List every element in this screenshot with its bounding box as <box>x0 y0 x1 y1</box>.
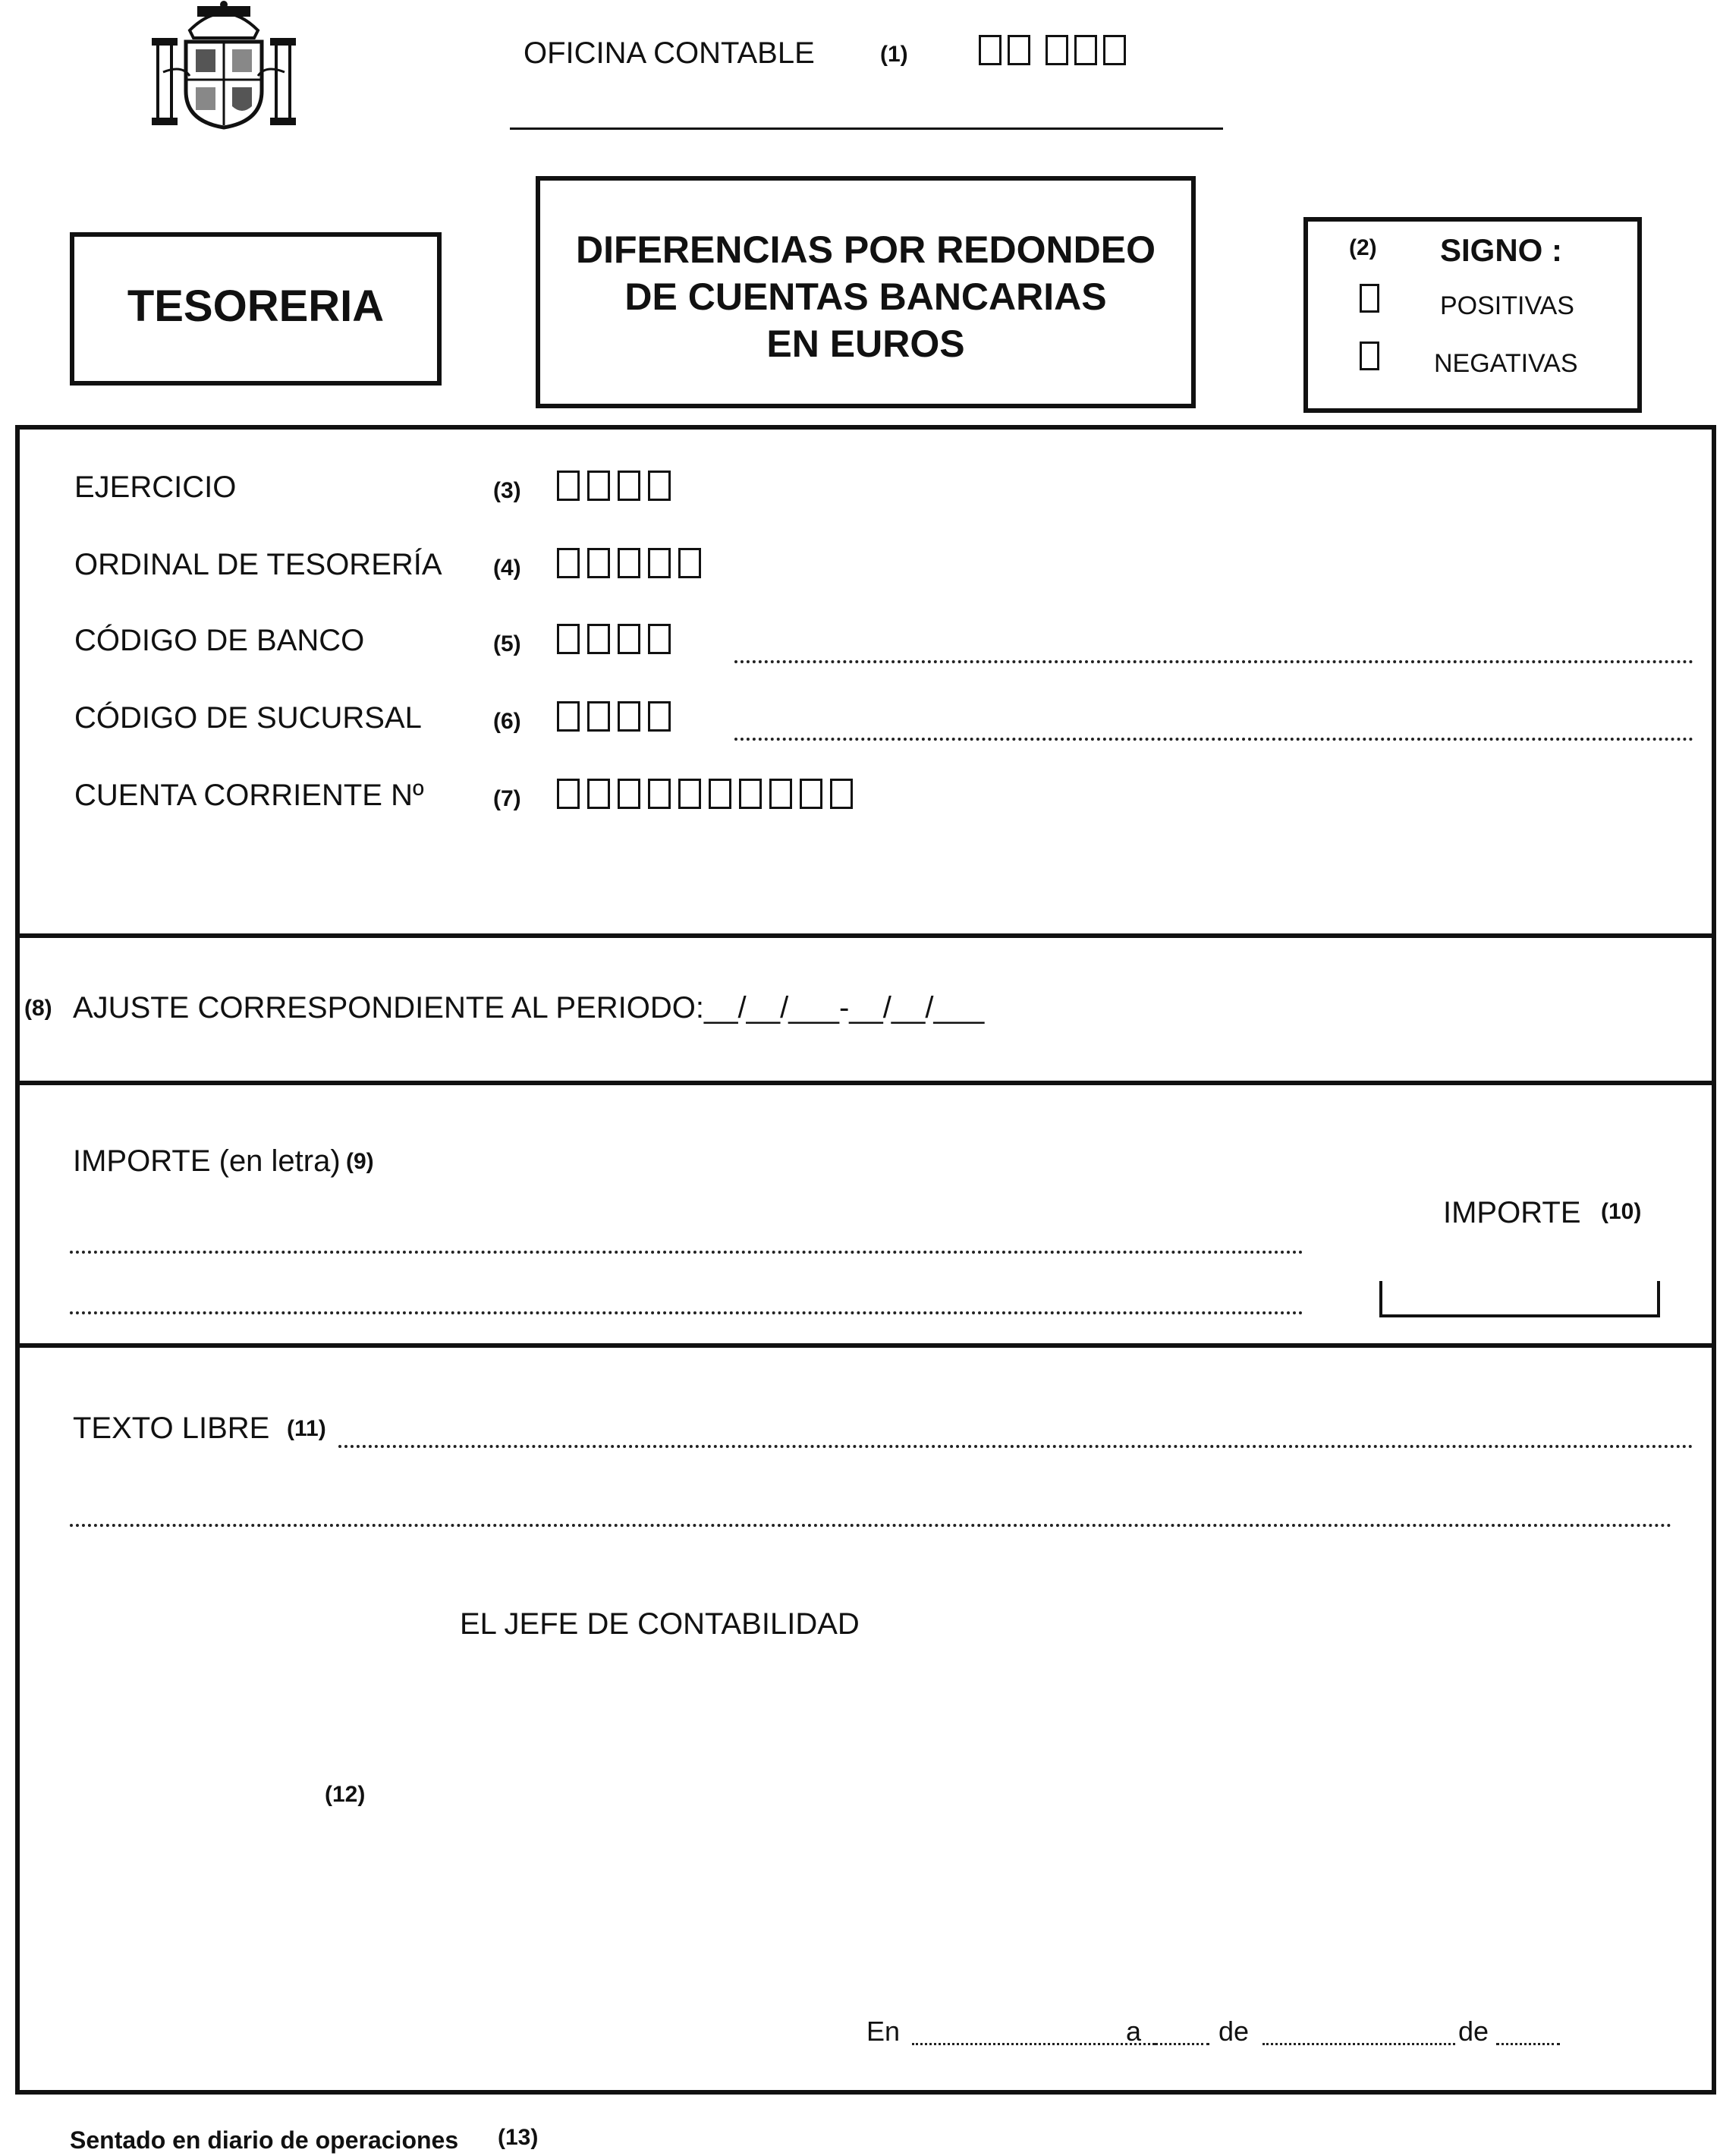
texto-libre-label: TEXTO LIBRE <box>73 1412 270 1445</box>
sucursal-label: CÓDIGO DE SUCURSAL <box>74 701 422 735</box>
code-box[interactable] <box>979 35 1001 65</box>
ajuste-period-field[interactable]: __/__/___-__/__/___ <box>704 991 985 1024</box>
importe-ref: (10) <box>1601 1199 1642 1224</box>
digit-box[interactable] <box>587 548 610 578</box>
section-divider-1 <box>17 933 1713 938</box>
digit-box[interactable] <box>557 624 580 654</box>
coat-of-arms-emblem <box>144 0 303 133</box>
signo-ref: (2) <box>1349 235 1377 260</box>
digit-box[interactable] <box>557 548 580 578</box>
importe-letra-label: IMPORTE (en letra) <box>73 1144 341 1178</box>
sucursal-ref: (6) <box>493 709 521 734</box>
digit-box[interactable] <box>648 548 671 578</box>
negativas-checkbox[interactable] <box>1360 341 1379 370</box>
main-form-frame <box>15 425 1716 2095</box>
sucursal-name-line[interactable] <box>734 738 1693 741</box>
office-underline <box>510 127 1223 130</box>
digit-box[interactable] <box>618 548 640 578</box>
sucursal-boxes[interactable] <box>557 701 671 732</box>
ajuste-label: AJUSTE CORRESPONDIENTE AL PERIODO: <box>73 991 705 1024</box>
ajuste-ref: (8) <box>24 996 52 1021</box>
jefe-label: EL JEFE DE CONTABILIDAD <box>460 1607 860 1641</box>
cuenta-label: CUENTA CORRIENTE Nº <box>74 779 424 812</box>
code-box[interactable] <box>1103 35 1126 65</box>
title-line-2: DE CUENTAS BANCARIAS <box>624 275 1107 318</box>
banco-label: CÓDIGO DE BANCO <box>74 624 365 657</box>
place-en-label: En <box>866 2016 901 2047</box>
code-box[interactable] <box>1074 35 1097 65</box>
digit-box[interactable] <box>618 624 640 654</box>
code-box[interactable] <box>1008 35 1030 65</box>
importe-letra-line-2[interactable] <box>70 1311 1303 1314</box>
title-line-3: EN EUROS <box>766 323 965 365</box>
date-a-label: a <box>1126 2016 1142 2047</box>
digit-box[interactable] <box>648 701 671 732</box>
place-date-line[interactable] <box>866 2016 1564 2054</box>
texto-libre-ref: (11) <box>287 1416 326 1441</box>
office-label: OFICINA CONTABLE <box>524 36 815 70</box>
section-divider-2 <box>17 1081 1713 1085</box>
ejercicio-label: EJERCICIO <box>74 471 237 504</box>
digit-box[interactable] <box>678 548 701 578</box>
digit-box[interactable] <box>830 779 853 809</box>
cuenta-boxes[interactable] <box>557 779 853 809</box>
digit-box[interactable] <box>557 471 580 501</box>
date-de1-label: de <box>1218 2016 1250 2047</box>
digit-box[interactable] <box>618 701 640 732</box>
ordinal-boxes[interactable] <box>557 548 701 578</box>
importe-letra-ref: (9) <box>346 1149 374 1174</box>
banco-name-line[interactable] <box>734 660 1693 663</box>
ordinal-ref: (4) <box>493 556 521 581</box>
positivas-label: POSITIVAS <box>1440 291 1574 320</box>
month-line[interactable] <box>1262 2043 1455 2045</box>
digit-box[interactable] <box>587 779 610 809</box>
signature-ref: (12) <box>325 1782 366 1807</box>
digit-box[interactable] <box>587 471 610 501</box>
signo-label: SIGNO : <box>1440 232 1563 268</box>
banco-boxes[interactable] <box>557 624 671 654</box>
importe-amount-field[interactable] <box>1379 1281 1660 1317</box>
positivas-checkbox[interactable] <box>1360 284 1379 313</box>
digit-box[interactable] <box>557 779 580 809</box>
place-line[interactable] <box>912 2043 1155 2045</box>
digit-box[interactable] <box>769 779 792 809</box>
negativas-label: NEGATIVAS <box>1434 349 1578 378</box>
digit-box[interactable] <box>709 779 731 809</box>
office-ref: (1) <box>880 42 908 67</box>
ordinal-label: ORDINAL DE TESORERÍA <box>74 548 442 581</box>
footer-label: Sentado en diario de operaciones <box>70 2126 459 2154</box>
digit-box[interactable] <box>587 624 610 654</box>
importe-label: IMPORTE <box>1443 1196 1581 1229</box>
code-box[interactable] <box>1046 35 1068 65</box>
office-code-boxes-b[interactable] <box>1046 35 1126 65</box>
title-line-1: DIFERENCIAS POR REDONDEO <box>576 228 1156 271</box>
texto-libre-line-2[interactable] <box>70 1524 1672 1527</box>
digit-box[interactable] <box>648 779 671 809</box>
banco-ref: (5) <box>493 631 521 656</box>
day-line[interactable] <box>1155 2043 1209 2045</box>
ejercicio-boxes[interactable] <box>557 471 671 501</box>
year-line[interactable] <box>1496 2043 1560 2045</box>
footer-ref: (13) <box>498 2125 539 2150</box>
digit-box[interactable] <box>678 779 701 809</box>
section-divider-3 <box>17 1343 1713 1348</box>
texto-libre-line-1[interactable] <box>338 1445 1693 1448</box>
digit-box[interactable] <box>587 701 610 732</box>
digit-box[interactable] <box>648 471 671 501</box>
form-title <box>536 226 1196 367</box>
date-de2-label: de <box>1458 2016 1489 2047</box>
digit-box[interactable] <box>618 471 640 501</box>
importe-letra-line-1[interactable] <box>70 1251 1303 1254</box>
digit-box[interactable] <box>800 779 822 809</box>
digit-box[interactable] <box>618 779 640 809</box>
office-code-boxes-a[interactable] <box>979 35 1030 65</box>
cuenta-ref: (7) <box>493 786 521 811</box>
digit-box[interactable] <box>739 779 762 809</box>
digit-box[interactable] <box>557 701 580 732</box>
digit-box[interactable] <box>648 624 671 654</box>
ejercicio-ref: (3) <box>493 478 521 503</box>
tesoreria-label: TESORERIA <box>127 282 385 331</box>
